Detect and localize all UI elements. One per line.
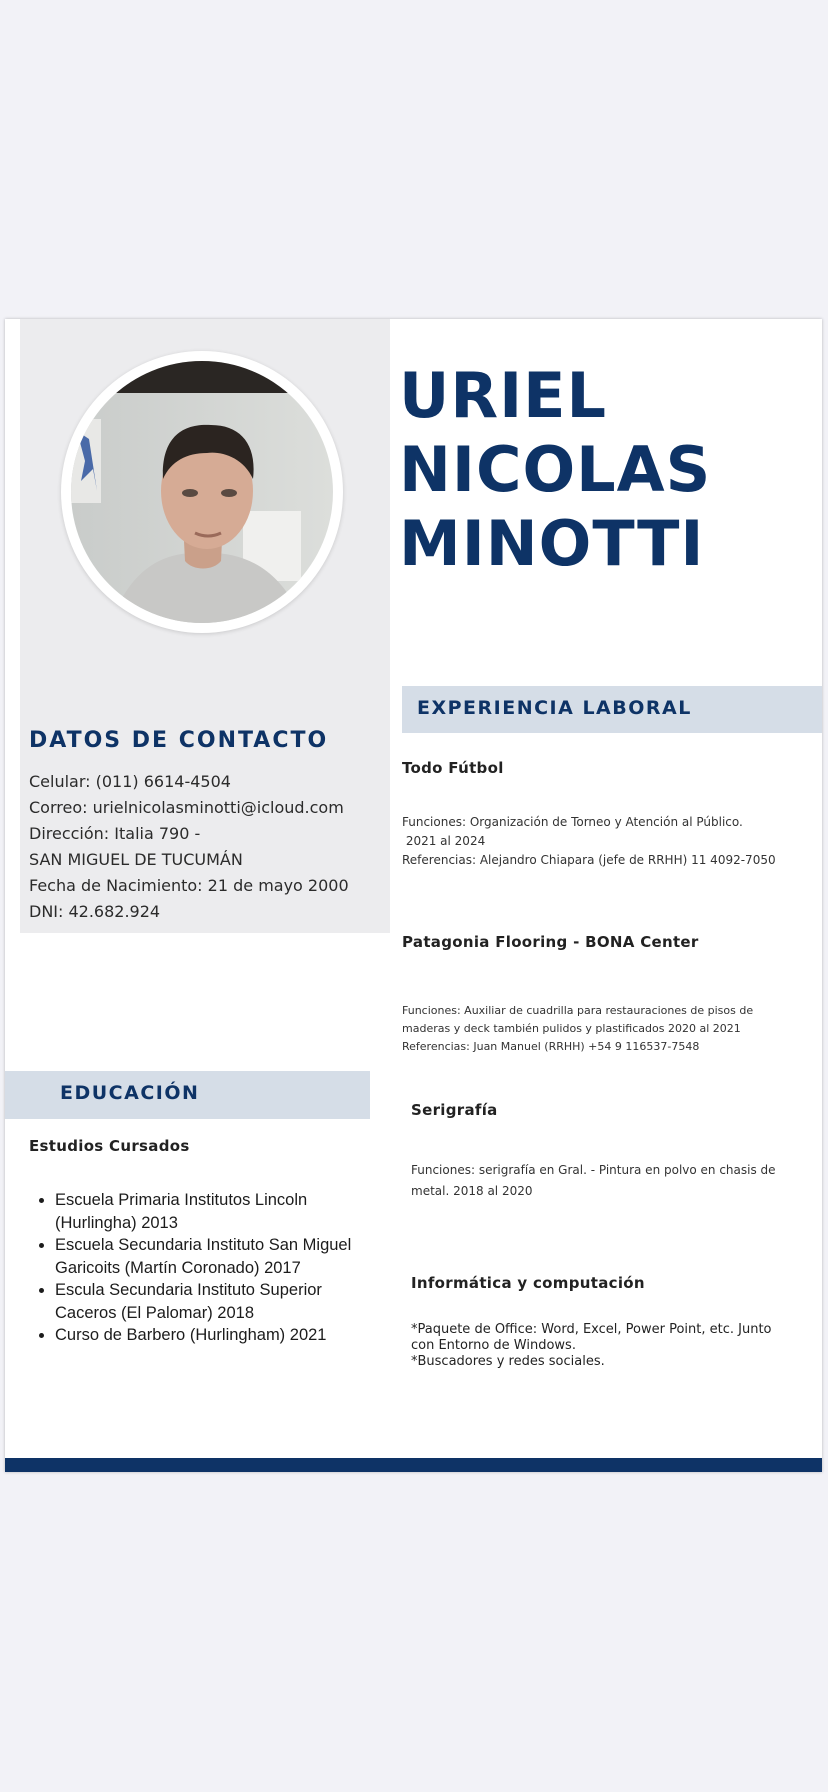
job-line: 2021 al 2024 bbox=[402, 834, 486, 848]
job-line: Referencias: Alejandro Chiapara (jefe de RRHH) 11 4092-7050 bbox=[402, 853, 776, 867]
job-line: metal. 2018 al 2020 bbox=[411, 1184, 533, 1198]
education-section-title: EDUCACIÓN bbox=[60, 1082, 200, 1104]
job-details-todo-futbol bbox=[402, 813, 776, 870]
job-details-serigrafia bbox=[411, 1160, 776, 1202]
job-details-patagonia-flooring bbox=[402, 1002, 753, 1056]
skill-line: *Paquete de Office: Word, Excel, Power Point, etc. Junto bbox=[411, 1322, 772, 1337]
list-item: • Escula Secundaria Instituto Superior Caceros (El Palomar) 2018 bbox=[55, 1279, 375, 1324]
name-line-first: URIEL bbox=[399, 359, 608, 432]
profile-photo bbox=[71, 361, 333, 623]
job-title-patagonia-flooring: Patagonia Flooring - BONA Center bbox=[402, 933, 699, 951]
skill-title-informatica: Informática y computación bbox=[411, 1274, 645, 1292]
list-item: • Escuela Primaria Institutos Lincoln (Hurlingha) 2013 bbox=[55, 1189, 375, 1234]
job-line: Referencias: Juan Manuel (RRHH) +54 9 116537-7548 bbox=[402, 1040, 700, 1053]
education-subtitle: Estudios Cursados bbox=[29, 1137, 190, 1155]
job-line: maderas y deck también pulidos y plastificados 2020 al 2021 bbox=[402, 1022, 741, 1035]
skill-line: con Entorno de Windows. bbox=[411, 1338, 576, 1353]
contact-details bbox=[29, 769, 349, 925]
job-title-todo-futbol: Todo Fútbol bbox=[402, 759, 504, 777]
contact-section-title: DATOS DE CONTACTO bbox=[29, 728, 329, 753]
contact-address: Dirección: Italia 790 - bbox=[29, 824, 201, 843]
list-item: • Curso de Barbero (Hurlingham) 2021 bbox=[55, 1324, 375, 1347]
job-line: Funciones: serigrafía en Gral. - Pintura en polvo en chasis de bbox=[411, 1163, 776, 1177]
contact-email: Correo: urielnicolasminotti@icloud.com bbox=[29, 798, 344, 817]
list-item: • Escuela Secundaria Instituto San Miguel Garicoits (Martín Coronado) 2017 bbox=[55, 1234, 375, 1279]
profile-photo-frame bbox=[61, 351, 343, 633]
skill-line: *Buscadores y redes sociales. bbox=[411, 1354, 605, 1369]
contact-birthdate: Fecha de Nacimiento: 21 de mayo 2000 bbox=[29, 876, 349, 895]
job-line: Funciones: Auxiliar de cuadrilla para restauraciones de pisos de bbox=[402, 1004, 754, 1017]
name-line-middle: NICOLAS bbox=[399, 433, 712, 506]
footer-bar bbox=[5, 1458, 822, 1472]
contact-city: SAN MIGUEL DE TUCUMÁN bbox=[29, 850, 243, 869]
skill-details-informatica bbox=[411, 1322, 772, 1370]
candidate-name bbox=[399, 359, 711, 581]
job-title-serigrafia: Serigrafía bbox=[411, 1101, 498, 1119]
contact-dni: DNI: 42.682.924 bbox=[29, 902, 161, 921]
resume-document bbox=[5, 319, 822, 1472]
experience-section-title: EXPERIENCIA LABORAL bbox=[417, 697, 692, 719]
contact-phone: Celular: (011) 6614-4504 bbox=[29, 772, 231, 791]
job-line: Funciones: Organización de Torneo y Atención al Público. bbox=[402, 815, 743, 829]
education-list bbox=[29, 1189, 375, 1347]
name-line-last: MINOTTI bbox=[399, 507, 705, 580]
